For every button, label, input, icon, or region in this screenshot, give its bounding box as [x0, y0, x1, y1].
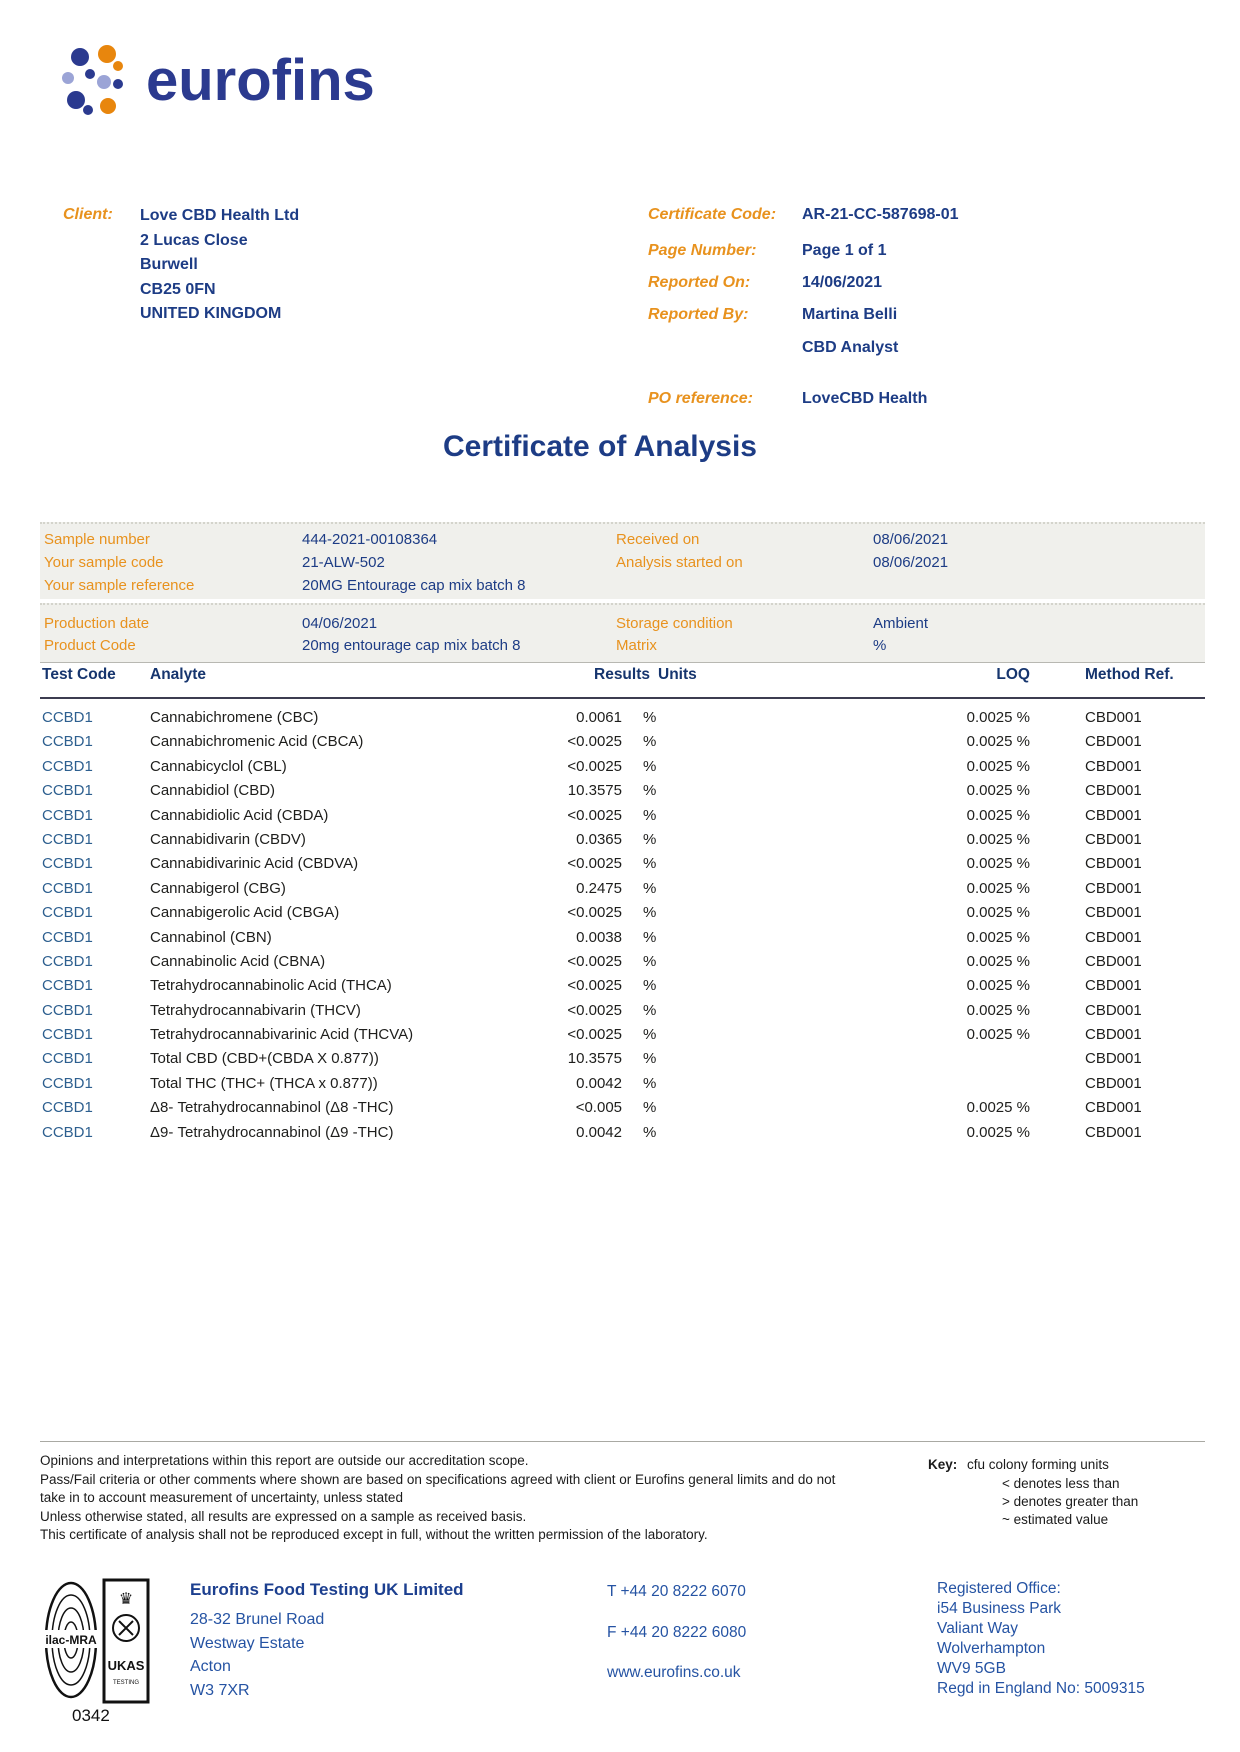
disclaimer-line: This certificate of analysis shall not be reproduced except in full, without the written permission of the laboratory. — [40, 1527, 708, 1543]
cell-method-ref: CBD001 — [1085, 1050, 1142, 1068]
sample-field-label: Your sample code — [44, 554, 164, 571]
client-address-line: Love CBD Health Ltd — [140, 207, 300, 224]
cell-test-code: CCBD1 — [42, 977, 93, 995]
table-row — [40, 926, 1205, 950]
eurofins-logo-text: eurofins — [146, 48, 375, 113]
sample-field-label: Received on — [616, 531, 700, 548]
cell-method-ref: CBD001 — [1085, 855, 1142, 873]
cell-method-ref: CBD001 — [1085, 928, 1142, 946]
cell-test-code: CCBD1 — [42, 757, 93, 775]
cell-method-ref: CBD001 — [1085, 757, 1142, 775]
company-name: Eurofins Food Testing UK Limited — [190, 1580, 464, 1599]
cell-analyte: Cannabinolic Acid (CBNA) — [150, 952, 326, 970]
cell-analyte: Cannabidivarinic Acid (CBDVA) — [150, 855, 359, 873]
disclaimer-block — [40, 1452, 890, 1545]
sample-field-value: 21-ALW-502 — [302, 554, 385, 571]
sample-field-label: Your sample reference — [44, 577, 195, 594]
disclaimer-line: take in to account measurement of uncertainty, unless stated — [40, 1490, 403, 1506]
column-header-test-code: Test Code — [42, 666, 116, 683]
cell-method-ref: CBD001 — [1085, 709, 1142, 726]
company-address-line: W3 7XR — [190, 1681, 250, 1699]
cell-result: 10.3575 — [567, 1050, 622, 1068]
cell-result: 0.0042 — [576, 1074, 622, 1092]
sample-field-label: Matrix — [616, 637, 657, 654]
ukas-accreditation-logo — [102, 1578, 150, 1709]
cell-result: 0.0365 — [576, 830, 622, 848]
cell-test-code: CCBD1 — [42, 709, 93, 726]
cell-result: <0.005 — [575, 1099, 622, 1117]
table-row — [40, 706, 1205, 730]
website-link: www.eurofins.co.uk — [607, 1664, 741, 1681]
sample-field-label: Production date — [44, 615, 150, 632]
column-header-analyte: Analyte — [150, 666, 206, 683]
cell-units: % — [643, 1123, 657, 1141]
eurofins-logo — [60, 44, 375, 118]
client-address-block — [140, 204, 299, 327]
cell-result: <0.0025 — [567, 757, 622, 775]
cell-units: % — [643, 904, 657, 922]
cell-analyte: Δ8- Tetrahydrocannabinol (Δ8 -THC) — [150, 1099, 394, 1117]
cell-test-code: CCBD1 — [42, 830, 93, 848]
table-row — [40, 999, 1205, 1023]
cell-method-ref: CBD001 — [1085, 806, 1142, 824]
client-label: Client: — [63, 206, 113, 223]
disclaimer-line: Opinions and interpretations within this report are outside our accreditation scope. — [40, 1453, 529, 1468]
cell-result: <0.0025 — [567, 977, 622, 995]
company-address-line: Acton — [190, 1658, 231, 1675]
cell-test-code: CCBD1 — [42, 782, 93, 800]
cell-loq: 0.0025 % — [966, 757, 1030, 775]
cell-loq: 0.0025 % — [966, 709, 1030, 726]
table-row — [40, 1121, 1205, 1145]
cell-loq: 0.0025 % — [966, 855, 1030, 873]
cell-result: 0.2475 — [576, 879, 622, 897]
key-item: < denotes less than — [1002, 1476, 1120, 1491]
registered-office-line: i54 Business Park — [937, 1600, 1062, 1617]
cell-test-code: CCBD1 — [42, 1026, 93, 1044]
meta-field-value: Page 1 of 1 — [802, 242, 887, 259]
company-address-line: Westway Estate — [190, 1634, 305, 1652]
table-row — [40, 901, 1205, 925]
cell-result: 0.0042 — [576, 1123, 622, 1141]
cell-units: % — [643, 806, 657, 824]
cell-method-ref: CBD001 — [1085, 904, 1142, 922]
cell-analyte: Total CBD (CBD+(CBDA X 0.877)) — [150, 1050, 379, 1068]
cell-test-code: CCBD1 — [42, 733, 93, 751]
contact-line: F +44 20 8222 6080 — [607, 1624, 747, 1641]
sample-field-value: 20mg entourage cap mix batch 8 — [302, 637, 521, 654]
cell-test-code: CCBD1 — [42, 1074, 93, 1092]
sample-field-label: Storage condition — [616, 615, 733, 632]
cell-result: <0.0025 — [567, 1026, 622, 1044]
table-row — [40, 974, 1205, 998]
cell-analyte: Cannabicyclol (CBL) — [150, 757, 287, 775]
cell-result: 0.0061 — [576, 709, 622, 726]
cell-units: % — [643, 1050, 657, 1068]
cell-units: % — [643, 1074, 657, 1092]
cell-analyte: Cannabidivarin (CBDV) — [150, 830, 306, 848]
cell-test-code: CCBD1 — [42, 855, 93, 873]
cell-analyte: Cannabigerol (CBG) — [150, 879, 286, 897]
cell-test-code: CCBD1 — [42, 1099, 93, 1117]
cell-analyte: Tetrahydrocannabivarinic Acid (THCVA) — [150, 1026, 414, 1044]
meta-field-value: CBD Analyst — [802, 339, 899, 356]
svg-text:TESTING: TESTING — [112, 1680, 140, 1686]
cell-units: % — [643, 952, 657, 970]
cell-loq: 0.0025 % — [966, 904, 1030, 922]
key-cfu-line: cfu colony forming units — [967, 1457, 1109, 1472]
cell-units: % — [643, 733, 657, 751]
disclaimer-line: Unless otherwise stated, all results are expressed on a sample as received basis. — [40, 1508, 527, 1524]
cell-method-ref: CBD001 — [1085, 733, 1142, 751]
cell-analyte: Cannabichromenic Acid (CBCA) — [150, 733, 364, 751]
cell-units: % — [643, 928, 657, 946]
key-items — [1002, 1475, 1138, 1530]
table-row — [40, 1047, 1205, 1071]
cell-loq: 0.0025 % — [966, 1099, 1030, 1117]
cell-test-code: CCBD1 — [42, 1001, 93, 1019]
cell-units: % — [643, 1026, 657, 1044]
table-row — [40, 950, 1205, 974]
cell-loq: 0.0025 % — [966, 977, 1030, 995]
accreditation-number: 0342 — [72, 1706, 110, 1725]
cell-analyte: Cannabidiolic Acid (CBDA) — [150, 806, 329, 824]
cell-method-ref: CBD001 — [1085, 1074, 1142, 1092]
meta-field-value: 14/06/2021 — [802, 274, 883, 291]
cell-loq: 0.0025 % — [966, 782, 1030, 800]
table-row — [40, 779, 1205, 803]
cell-method-ref: CBD001 — [1085, 977, 1142, 995]
disclaimer-divider — [40, 1441, 1205, 1442]
cell-analyte: Tetrahydrocannabinolic Acid (THCA) — [150, 977, 392, 995]
key-label: Key: — [928, 1457, 958, 1472]
client-address-line: UNITED KINGDOM — [140, 305, 282, 322]
eurofins-molecule-icon — [60, 44, 130, 118]
cell-loq: 0.0025 % — [966, 806, 1030, 824]
ilac-mra-accreditation-logo — [44, 1580, 98, 1705]
cell-method-ref: CBD001 — [1085, 1123, 1142, 1141]
cell-units: % — [643, 830, 657, 848]
meta-field-value: AR-21-CC-587698-01 — [802, 206, 959, 223]
cell-loq: 0.0025 % — [966, 1001, 1030, 1019]
cell-units: % — [643, 1001, 657, 1019]
cell-loq: 0.0025 % — [966, 952, 1030, 970]
cell-units: % — [643, 709, 657, 726]
table-header-divider — [40, 697, 1205, 699]
meta-field-value: LoveCBD Health — [802, 390, 928, 407]
cell-result: <0.0025 — [567, 733, 622, 751]
disclaimer-line: Pass/Fail criteria or other comments where shown are based on specifications agreed with client or Eurofins general limits and do not — [40, 1471, 836, 1487]
meta-field-label: Reported On: — [648, 274, 751, 291]
client-address-line: Burwell — [140, 256, 198, 273]
cell-loq: 0.0025 % — [966, 830, 1030, 848]
cell-analyte: Total THC (THC+ (THCA x 0.877)) — [150, 1074, 378, 1092]
client-address-line: CB25 0FN — [140, 280, 216, 298]
cell-units: % — [643, 855, 657, 873]
cell-test-code: CCBD1 — [42, 904, 93, 922]
cell-method-ref: CBD001 — [1085, 1001, 1142, 1019]
meta-field-label: Page Number: — [648, 242, 757, 259]
table-row — [40, 877, 1205, 901]
sample-field-value: 444-2021-00108364 — [302, 531, 438, 548]
sample-field-value: % — [873, 637, 887, 654]
registered-office-line: Valiant Way — [937, 1620, 1018, 1637]
cell-test-code: CCBD1 — [42, 806, 93, 824]
meta-field-label: PO reference: — [648, 390, 753, 407]
cell-result: <0.0025 — [567, 1001, 622, 1019]
cell-result: <0.0025 — [567, 855, 622, 873]
page-title: Certificate of Analysis — [443, 430, 757, 463]
cell-units: % — [643, 977, 657, 995]
sample-info-band-2 — [40, 603, 1205, 663]
table-row — [40, 804, 1205, 828]
cell-result: <0.0025 — [567, 952, 622, 970]
registered-office-block — [937, 1579, 1145, 1699]
registered-office-line: Regd in England No: 5009315 — [937, 1680, 1145, 1697]
cell-analyte: Cannabidiol (CBD) — [150, 782, 276, 800]
cell-analyte: Δ9- Tetrahydrocannabinol (Δ9 -THC) — [150, 1123, 394, 1141]
contact-line: T +44 20 8222 6070 — [607, 1583, 746, 1600]
cell-units: % — [643, 879, 657, 897]
client-address-line: 2 Lucas Close — [140, 231, 248, 249]
cell-result: <0.0025 — [567, 806, 622, 824]
svg-text:ilac-MRA: ilac-MRA — [45, 1633, 97, 1647]
svg-text:UKAS: UKAS — [107, 1658, 145, 1673]
table-row — [40, 852, 1205, 876]
cell-test-code: CCBD1 — [42, 879, 93, 897]
company-block — [190, 1580, 464, 1702]
cell-loq: 0.0025 % — [966, 928, 1030, 946]
table-row — [40, 1072, 1205, 1096]
sample-field-label: Product Code — [44, 637, 136, 654]
meta-field-value: Martina Belli — [802, 306, 898, 323]
table-row — [40, 730, 1205, 754]
table-row — [40, 828, 1205, 852]
table-row — [40, 1096, 1205, 1120]
sample-field-label: Analysis started on — [616, 554, 743, 571]
key-item: ~ estimated value — [1002, 1512, 1109, 1528]
company-address — [190, 1608, 464, 1702]
sample-field-value: 04/06/2021 — [302, 615, 378, 632]
cell-test-code: CCBD1 — [42, 928, 93, 946]
cell-units: % — [643, 782, 657, 800]
sample-info-band-1 — [40, 522, 1205, 599]
sample-field-value: 08/06/2021 — [873, 531, 949, 548]
cell-loq: 0.0025 % — [966, 1026, 1030, 1044]
cell-analyte: Cannabigerolic Acid (CBGA) — [150, 904, 340, 922]
cell-test-code: CCBD1 — [42, 952, 93, 970]
cell-method-ref: CBD001 — [1085, 1099, 1142, 1117]
cell-method-ref: CBD001 — [1085, 1026, 1142, 1044]
cell-loq: 0.0025 % — [966, 733, 1030, 751]
key-item: > denotes greater than — [1002, 1494, 1139, 1510]
cell-method-ref: CBD001 — [1085, 830, 1142, 848]
registered-office-line: Wolverhampton — [937, 1640, 1046, 1657]
cell-result: 10.3575 — [567, 782, 622, 800]
table-row — [40, 755, 1205, 779]
cell-test-code: CCBD1 — [42, 1123, 93, 1141]
svg-text:♛: ♛ — [118, 1591, 134, 1608]
sample-field-value: Ambient — [873, 615, 929, 632]
registered-office-line: Registered Office: — [937, 1580, 1061, 1597]
meta-field-label: Certificate Code: — [648, 206, 777, 223]
cell-analyte: Tetrahydrocannabivarin (THCV) — [150, 1001, 361, 1019]
cell-units: % — [643, 1099, 657, 1117]
meta-field-label: Reported By: — [648, 306, 749, 323]
cell-analyte: Cannabinol (CBN) — [150, 928, 272, 946]
cell-test-code: CCBD1 — [42, 1050, 93, 1068]
sample-field-value: 08/06/2021 — [873, 554, 949, 571]
sample-field-label: Sample number — [44, 531, 150, 548]
table-row — [40, 1023, 1205, 1047]
cell-analyte: Cannabichromene (CBC) — [150, 709, 319, 726]
cell-units: % — [643, 757, 657, 775]
results-table-body — [40, 706, 1205, 1145]
registered-office-line: WV9 5GB — [937, 1660, 1006, 1677]
company-address-line: 28-32 Brunel Road — [190, 1611, 325, 1628]
cell-loq: 0.0025 % — [966, 879, 1030, 897]
cell-result: <0.0025 — [567, 904, 622, 922]
cell-result: 0.0038 — [576, 928, 622, 946]
cell-loq: 0.0025 % — [966, 1123, 1030, 1141]
column-header-loq: LOQ — [996, 666, 1030, 683]
column-header-results: Results — [594, 666, 650, 683]
cell-method-ref: CBD001 — [1085, 782, 1142, 800]
cell-method-ref: CBD001 — [1085, 879, 1142, 897]
sample-field-value: 20MG Entourage cap mix batch 8 — [302, 577, 526, 594]
column-header-method-ref: Method Ref. — [1085, 666, 1174, 683]
column-header-units: Units — [658, 666, 697, 683]
cell-method-ref: CBD001 — [1085, 952, 1142, 970]
